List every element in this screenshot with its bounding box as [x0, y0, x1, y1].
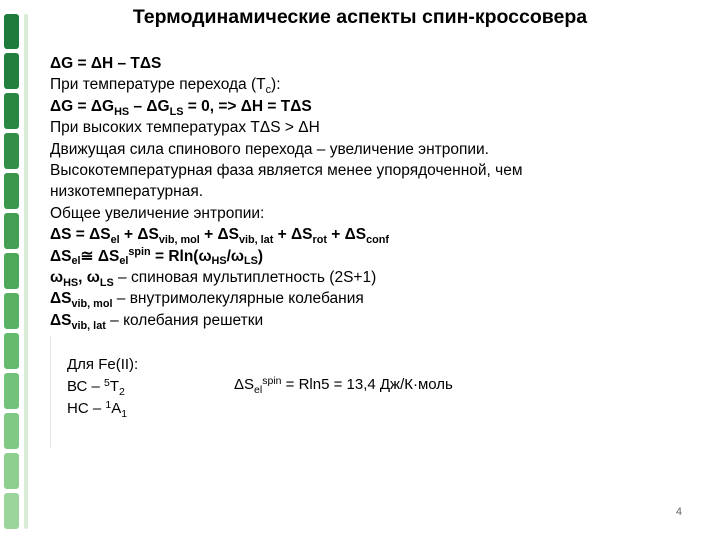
- high-temp-phase-line-cont: низкотемпературная.: [50, 183, 204, 201]
- bar-segment: [4, 213, 19, 249]
- page-number: 4: [675, 506, 682, 518]
- electronic-entropy-equation: $\Delta S_{el}≅$ $\Delta S_{el}^{spin} = Rln(\omega_{HS}/\omega_{LS})$: [50, 246, 264, 268]
- bar-segment: [4, 293, 19, 329]
- lattice-vibrations-line: $\Delta S_{vib, lat}$ – колебания решетки: [50, 311, 264, 332]
- divider-line: [50, 336, 51, 448]
- high-temperature-line: При высоких температурах TΔS > ΔH: [50, 119, 320, 137]
- bar-segment: [4, 333, 19, 369]
- multiplicity-line: $\omega_{HS}$, $\omega_{LS}$ – спиновая мультиплетность (2S+1): [50, 269, 377, 289]
- slide-body: [50, 53, 690, 331]
- spin-entropy-value: $\Delta S_{el}^{spin} = Rln5 = 13,4$ Дж/К·моль: [234, 374, 453, 396]
- bar-segment: [4, 493, 19, 529]
- intramolecular-vibrations-line: $\Delta S_{vib, mol}$ – внутримолекулярные колебания: [50, 290, 364, 311]
- bar-segment: [4, 373, 19, 409]
- bar-segment: [4, 53, 19, 89]
- bar-segment: [4, 253, 19, 289]
- gibbs-equation: ΔG = ΔH – TΔS: [50, 55, 162, 72]
- low-spin-term: НС – $^1A_1$: [67, 398, 128, 420]
- driving-force-line: Движущая сила спинового перехода – увеличение энтропии.: [50, 140, 489, 158]
- high-temp-phase-line: Высокотемпературная фаза является менее упорядоченной, чем: [50, 162, 523, 180]
- slide-title: Термодинамические аспекты спин-кроссовера: [132, 6, 588, 28]
- entropy-increase-heading: Общее увеличение энтропии:: [50, 204, 265, 222]
- bar-segment: [4, 453, 19, 489]
- transition-temperature-line: При температуре перехода $(T_c)$:: [50, 76, 281, 97]
- bar-segment: [4, 413, 19, 449]
- high-spin-term: ВС – $^5T_2$: [67, 376, 125, 398]
- bar-segment-thin: [24, 14, 28, 529]
- equilibrium-equation: $\Delta G = \Delta G_{HS} - \Delta G_{LS} = 0$, => ΔH = TΔS: [50, 97, 312, 118]
- bar-segment: [4, 173, 19, 209]
- bar-segment: [4, 133, 19, 169]
- fe-heading: Для Fe(II):: [67, 356, 139, 373]
- bar-segment: [4, 93, 19, 129]
- entropy-sum-equation: $\Delta S = \Delta S_{el} + \Delta S_{vib, mol} + \Delta S_{vib, lat} + \Delta S_{rot} + \Delta S_{conf}$: [50, 226, 389, 247]
- fe-ii-block: [67, 354, 138, 420]
